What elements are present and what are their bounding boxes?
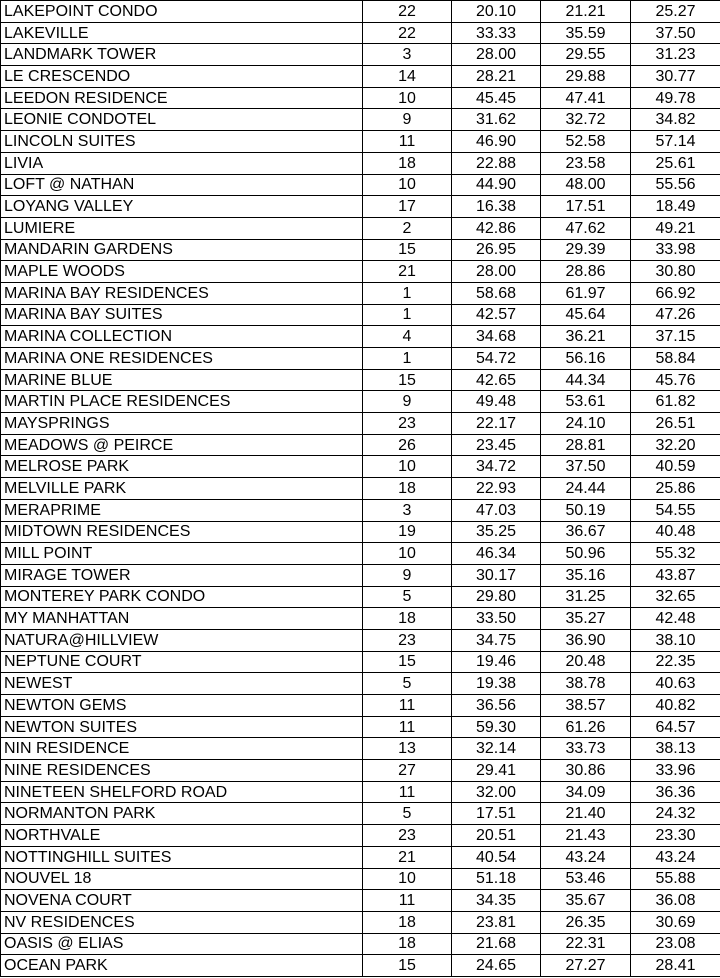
value-3-cell: 54.55 [631,499,720,521]
value-2-cell: 32.72 [541,109,631,131]
project-name-cell: MARINA BAY SUITES [1,304,363,326]
value-3-cell: 18.49 [631,196,720,218]
value-3-cell: 32.20 [631,434,720,456]
value-2-cell: 20.48 [541,651,631,673]
project-name-cell: NORTHVALE [1,825,363,847]
project-name-cell: LIVIA [1,152,363,174]
value-3-cell: 64.57 [631,716,720,738]
value-3-cell: 22.35 [631,651,720,673]
value-1-cell: 29.80 [452,586,541,608]
value-2-cell: 38.57 [541,695,631,717]
project-name-cell: MELROSE PARK [1,456,363,478]
project-name-cell: MARTIN PLACE RESIDENCES [1,391,363,413]
value-3-cell: 28.41 [631,955,720,977]
value-1-cell: 49.48 [452,391,541,413]
value-2-cell: 26.35 [541,911,631,933]
value-3-cell: 49.78 [631,87,720,109]
table-row [1,1,720,23]
table-row [1,695,720,717]
value-2-cell: 53.61 [541,391,631,413]
district-cell: 3 [363,44,452,66]
value-2-cell: 21.40 [541,803,631,825]
value-3-cell: 32.65 [631,586,720,608]
district-cell: 15 [363,651,452,673]
table-row [1,933,720,955]
table-row [1,608,720,630]
value-3-cell: 33.98 [631,239,720,261]
value-3-cell: 40.48 [631,521,720,543]
value-3-cell: 33.96 [631,760,720,782]
table-row [1,478,720,500]
district-cell: 15 [363,239,452,261]
value-3-cell: 40.82 [631,695,720,717]
table-row [1,825,720,847]
value-3-cell: 55.32 [631,543,720,565]
value-1-cell: 20.51 [452,825,541,847]
value-3-cell: 31.23 [631,44,720,66]
value-3-cell: 25.27 [631,1,720,23]
district-cell: 18 [363,152,452,174]
table-row [1,738,720,760]
value-2-cell: 34.09 [541,781,631,803]
table-row [1,87,720,109]
value-3-cell: 36.36 [631,781,720,803]
project-name-cell: OASIS @ ELIAS [1,933,363,955]
table-row [1,911,720,933]
district-cell: 4 [363,326,452,348]
value-1-cell: 42.65 [452,369,541,391]
value-3-cell: 34.82 [631,109,720,131]
table-row [1,44,720,66]
project-name-cell: NIN RESIDENCE [1,738,363,760]
table-row [1,22,720,44]
value-3-cell: 38.10 [631,629,720,651]
value-2-cell: 21.21 [541,1,631,23]
project-name-cell: NEWEST [1,673,363,695]
value-3-cell: 49.21 [631,217,720,239]
value-1-cell: 36.56 [452,695,541,717]
project-name-cell: MARINE BLUE [1,369,363,391]
value-2-cell: 35.16 [541,564,631,586]
value-1-cell: 45.45 [452,87,541,109]
district-cell: 11 [363,695,452,717]
project-name-cell: OCEAN PARK [1,955,363,977]
value-3-cell: 43.87 [631,564,720,586]
value-1-cell: 40.54 [452,846,541,868]
project-name-cell: NORMANTON PARK [1,803,363,825]
district-cell: 22 [363,1,452,23]
table-row [1,261,720,283]
table-row [1,304,720,326]
value-3-cell: 43.24 [631,846,720,868]
table-row [1,131,720,153]
district-cell: 18 [363,478,452,500]
value-1-cell: 28.00 [452,261,541,283]
district-cell: 18 [363,608,452,630]
value-2-cell: 17.51 [541,196,631,218]
table-row [1,434,720,456]
value-1-cell: 22.17 [452,413,541,435]
project-name-cell: LAKEPOINT CONDO [1,1,363,23]
value-1-cell: 28.21 [452,66,541,88]
value-2-cell: 28.81 [541,434,631,456]
value-1-cell: 59.30 [452,716,541,738]
value-1-cell: 22.93 [452,478,541,500]
table-row [1,955,720,977]
table-row [1,239,720,261]
value-2-cell: 24.44 [541,478,631,500]
value-2-cell: 35.27 [541,608,631,630]
value-1-cell: 21.68 [452,933,541,955]
value-1-cell: 26.95 [452,239,541,261]
district-cell: 21 [363,261,452,283]
value-2-cell: 22.31 [541,933,631,955]
value-3-cell: 30.69 [631,911,720,933]
district-cell: 26 [363,434,452,456]
project-name-cell: MELVILLE PARK [1,478,363,500]
table-row [1,716,720,738]
value-3-cell: 30.80 [631,261,720,283]
value-1-cell: 20.10 [452,1,541,23]
value-1-cell: 29.41 [452,760,541,782]
table-row [1,846,720,868]
value-3-cell: 24.32 [631,803,720,825]
district-cell: 23 [363,629,452,651]
district-cell: 1 [363,304,452,326]
project-name-cell: NEPTUNE COURT [1,651,363,673]
value-2-cell: 35.59 [541,22,631,44]
table-row [1,803,720,825]
table-row [1,673,720,695]
project-name-cell: NV RESIDENCES [1,911,363,933]
project-name-cell: MIDTOWN RESIDENCES [1,521,363,543]
value-1-cell: 34.72 [452,456,541,478]
project-name-cell: LUMIERE [1,217,363,239]
value-1-cell: 32.14 [452,738,541,760]
value-2-cell: 56.16 [541,348,631,370]
table-row [1,629,720,651]
value-3-cell: 55.88 [631,868,720,890]
project-name-cell: MAPLE WOODS [1,261,363,283]
table-row [1,152,720,174]
value-1-cell: 47.03 [452,499,541,521]
table-row [1,282,720,304]
value-3-cell: 40.63 [631,673,720,695]
value-3-cell: 57.14 [631,131,720,153]
project-name-cell: LAKEVILLE [1,22,363,44]
value-3-cell: 37.50 [631,22,720,44]
project-name-cell: NOVENA COURT [1,890,363,912]
table-row [1,456,720,478]
district-cell: 11 [363,131,452,153]
project-name-cell: MILL POINT [1,543,363,565]
value-1-cell: 19.38 [452,673,541,695]
district-cell: 10 [363,87,452,109]
value-2-cell: 33.73 [541,738,631,760]
value-1-cell: 51.18 [452,868,541,890]
value-1-cell: 16.38 [452,196,541,218]
project-name-cell: MANDARIN GARDENS [1,239,363,261]
table-body [1,1,720,977]
project-name-cell: LINCOLN SUITES [1,131,363,153]
district-cell: 23 [363,413,452,435]
table-row [1,651,720,673]
project-name-cell: NEWTON GEMS [1,695,363,717]
value-1-cell: 46.34 [452,543,541,565]
value-2-cell: 61.26 [541,716,631,738]
table-row [1,348,720,370]
project-name-cell: LEONIE CONDOTEL [1,109,363,131]
table-row [1,543,720,565]
project-name-cell: MAYSPRINGS [1,413,363,435]
district-cell: 5 [363,673,452,695]
value-2-cell: 21.43 [541,825,631,847]
value-1-cell: 44.90 [452,174,541,196]
table-row [1,109,720,131]
project-name-cell: MEADOWS @ PEIRCE [1,434,363,456]
value-2-cell: 36.67 [541,521,631,543]
value-3-cell: 23.08 [631,933,720,955]
value-1-cell: 46.90 [452,131,541,153]
project-name-cell: LEEDON RESIDENCE [1,87,363,109]
district-cell: 15 [363,955,452,977]
value-1-cell: 24.65 [452,955,541,977]
value-3-cell: 45.76 [631,369,720,391]
table-row [1,586,720,608]
project-name-cell: MARINA ONE RESIDENCES [1,348,363,370]
district-cell: 23 [363,825,452,847]
district-cell: 3 [363,499,452,521]
value-1-cell: 33.33 [452,22,541,44]
district-cell: 19 [363,521,452,543]
project-name-cell: NOTTINGHILL SUITES [1,846,363,868]
table-row [1,760,720,782]
district-cell: 14 [363,66,452,88]
table-row [1,868,720,890]
project-name-cell: MIRAGE TOWER [1,564,363,586]
value-3-cell: 30.77 [631,66,720,88]
table-row [1,196,720,218]
district-cell: 13 [363,738,452,760]
value-1-cell: 35.25 [452,521,541,543]
project-name-cell: MY MANHATTAN [1,608,363,630]
value-2-cell: 28.86 [541,261,631,283]
table-row [1,66,720,88]
district-cell: 5 [363,586,452,608]
value-1-cell: 34.35 [452,890,541,912]
value-2-cell: 29.39 [541,239,631,261]
value-3-cell: 55.56 [631,174,720,196]
district-cell: 18 [363,933,452,955]
value-1-cell: 30.17 [452,564,541,586]
district-cell: 18 [363,911,452,933]
value-1-cell: 42.86 [452,217,541,239]
value-3-cell: 61.82 [631,391,720,413]
district-cell: 9 [363,391,452,413]
district-cell: 17 [363,196,452,218]
value-2-cell: 48.00 [541,174,631,196]
project-name-cell: LOFT @ NATHAN [1,174,363,196]
project-name-cell: MARINA BAY RESIDENCES [1,282,363,304]
district-cell: 10 [363,868,452,890]
value-2-cell: 38.78 [541,673,631,695]
value-1-cell: 34.75 [452,629,541,651]
project-name-cell: NOUVEL 18 [1,868,363,890]
table-row [1,413,720,435]
value-1-cell: 31.62 [452,109,541,131]
project-name-cell: NINETEEN SHELFORD ROAD [1,781,363,803]
district-cell: 10 [363,174,452,196]
project-name-cell: LOYANG VALLEY [1,196,363,218]
table-row [1,391,720,413]
district-cell: 27 [363,760,452,782]
value-1-cell: 17.51 [452,803,541,825]
district-cell: 5 [363,803,452,825]
value-3-cell: 37.15 [631,326,720,348]
value-2-cell: 37.50 [541,456,631,478]
value-2-cell: 52.58 [541,131,631,153]
value-3-cell: 38.13 [631,738,720,760]
table-row [1,499,720,521]
value-2-cell: 50.96 [541,543,631,565]
value-3-cell: 58.84 [631,348,720,370]
value-3-cell: 25.86 [631,478,720,500]
value-1-cell: 23.45 [452,434,541,456]
project-name-cell: MONTEREY PARK CONDO [1,586,363,608]
district-cell: 1 [363,348,452,370]
district-cell: 15 [363,369,452,391]
value-2-cell: 45.64 [541,304,631,326]
value-1-cell: 22.88 [452,152,541,174]
district-cell: 1 [363,282,452,304]
project-name-cell: NINE RESIDENCES [1,760,363,782]
value-2-cell: 53.46 [541,868,631,890]
table-row [1,217,720,239]
value-2-cell: 50.19 [541,499,631,521]
value-3-cell: 25.61 [631,152,720,174]
value-2-cell: 27.27 [541,955,631,977]
table-row [1,564,720,586]
value-2-cell: 30.86 [541,760,631,782]
value-2-cell: 29.55 [541,44,631,66]
project-name-cell: NATURA@HILLVIEW [1,629,363,651]
value-3-cell: 23.30 [631,825,720,847]
value-2-cell: 36.90 [541,629,631,651]
value-3-cell: 47.26 [631,304,720,326]
project-name-cell: MARINA COLLECTION [1,326,363,348]
district-cell: 21 [363,846,452,868]
value-2-cell: 44.34 [541,369,631,391]
value-1-cell: 23.81 [452,911,541,933]
district-cell: 11 [363,716,452,738]
value-1-cell: 19.46 [452,651,541,673]
value-1-cell: 32.00 [452,781,541,803]
value-2-cell: 29.88 [541,66,631,88]
value-2-cell: 47.62 [541,217,631,239]
project-name-cell: LANDMARK TOWER [1,44,363,66]
table-row [1,781,720,803]
value-3-cell: 36.08 [631,890,720,912]
district-cell: 9 [363,564,452,586]
value-1-cell: 58.68 [452,282,541,304]
table-row [1,521,720,543]
table-row [1,326,720,348]
district-cell: 10 [363,543,452,565]
district-cell: 9 [363,109,452,131]
district-cell: 11 [363,890,452,912]
value-2-cell: 61.97 [541,282,631,304]
value-2-cell: 43.24 [541,846,631,868]
project-name-cell: NEWTON SUITES [1,716,363,738]
district-cell: 10 [363,456,452,478]
value-2-cell: 35.67 [541,890,631,912]
value-2-cell: 36.21 [541,326,631,348]
value-1-cell: 54.72 [452,348,541,370]
value-3-cell: 66.92 [631,282,720,304]
district-cell: 11 [363,781,452,803]
value-3-cell: 40.59 [631,456,720,478]
value-1-cell: 42.57 [452,304,541,326]
project-name-cell: MERAPRIME [1,499,363,521]
value-3-cell: 26.51 [631,413,720,435]
value-2-cell: 24.10 [541,413,631,435]
value-2-cell: 31.25 [541,586,631,608]
district-cell: 2 [363,217,452,239]
value-1-cell: 33.50 [452,608,541,630]
value-2-cell: 23.58 [541,152,631,174]
value-1-cell: 34.68 [452,326,541,348]
district-cell: 22 [363,22,452,44]
value-1-cell: 28.00 [452,44,541,66]
project-name-cell: LE CRESCENDO [1,66,363,88]
value-2-cell: 47.41 [541,87,631,109]
table-row [1,369,720,391]
table-row [1,890,720,912]
table-row [1,174,720,196]
value-3-cell: 42.48 [631,608,720,630]
